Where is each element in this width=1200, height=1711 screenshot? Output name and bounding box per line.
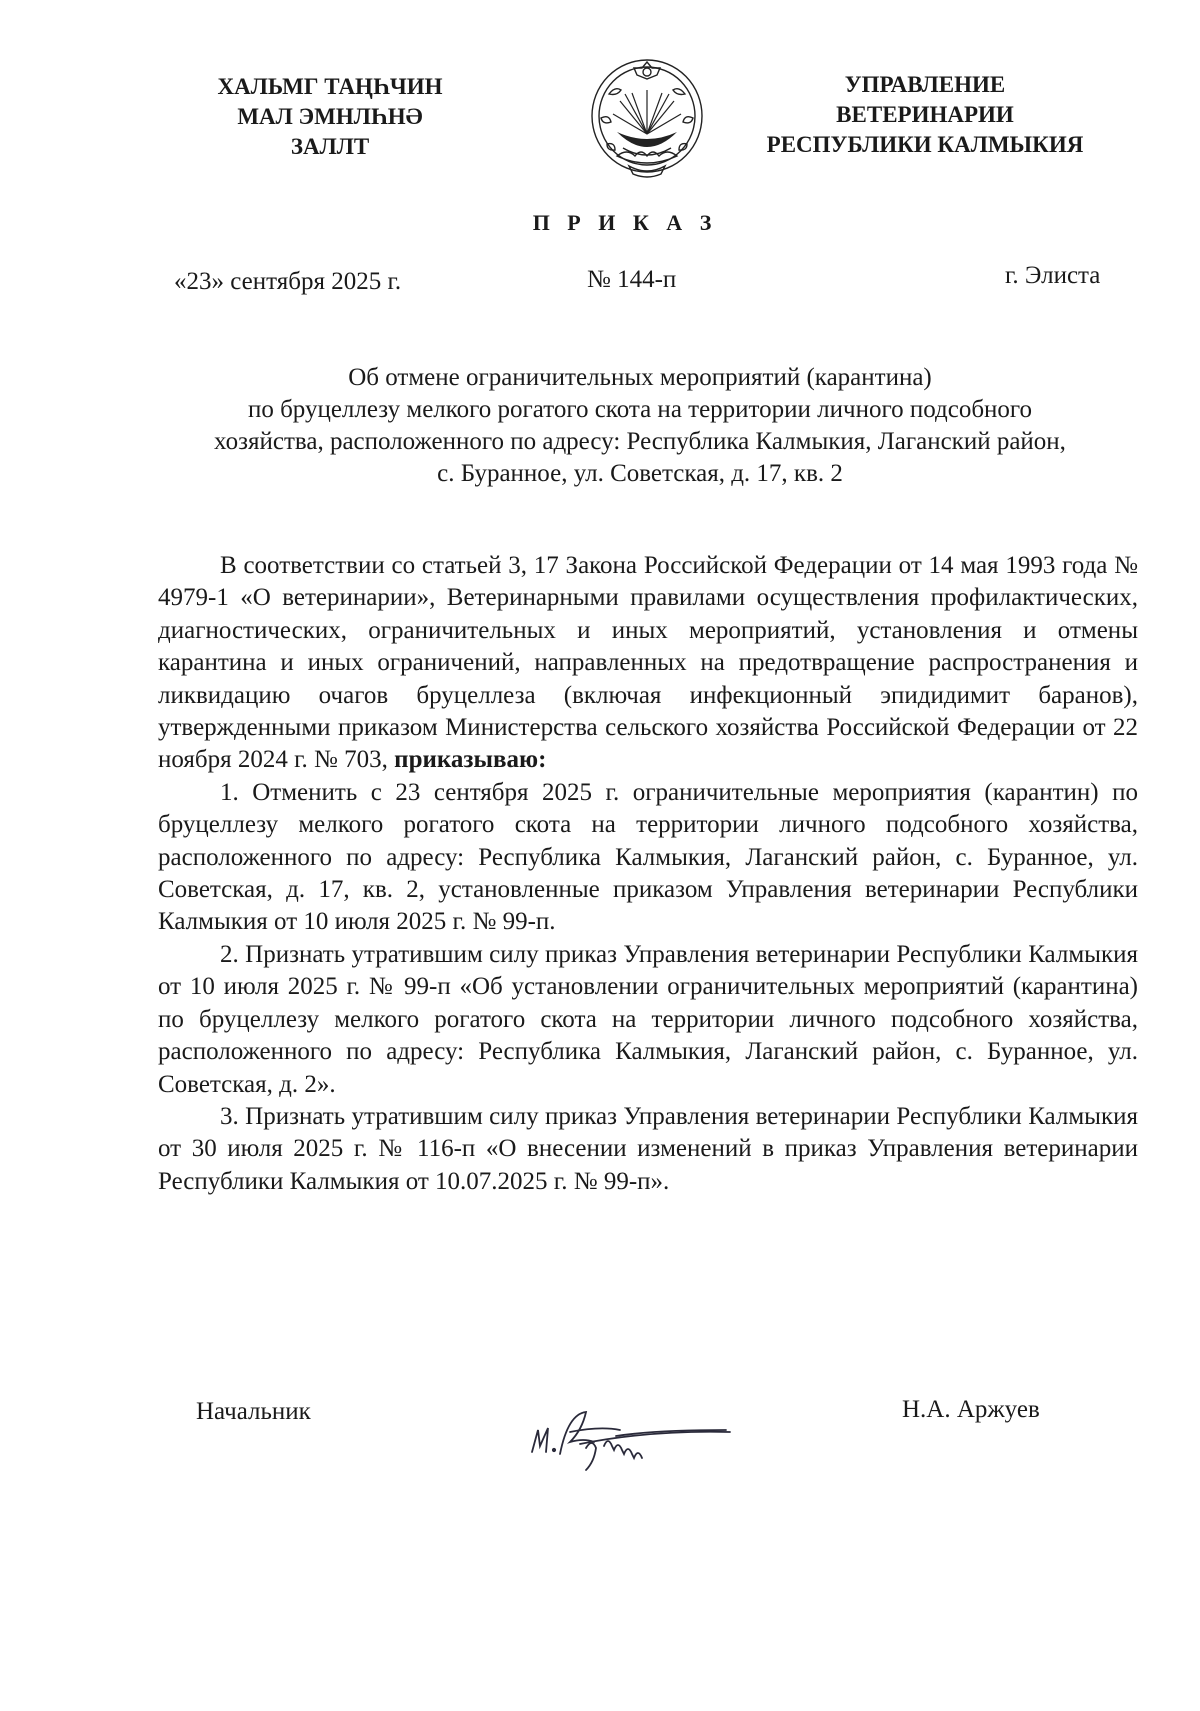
subject-line-1: Об отмене ограничительных мероприятий (карантина)	[348, 364, 932, 391]
header-right-line-2: ВЕТЕРИНАРИИ	[836, 102, 1014, 127]
header-right-russian	[735, 70, 1115, 160]
order-item: 1. Отменить с 23 сентября 2025 г. ограничительные мероприятия (карантин) по бруцеллезу мелкого рогатого скота на территории личного подсобного хозяйства, расположенного по адресу: Республика Калмыкия, Лаганский район, с. Буранное, ул. Советская, д. 17, кв. 2, установленные приказом Управления ветеринарии Республики Калмыкия от 10 июля 2025 г. № 99-п.	[158, 778, 1138, 936]
order-body	[158, 550, 1138, 1198]
handwritten-signature	[520, 1392, 740, 1472]
preamble-paragraph	[158, 550, 1138, 777]
preamble-text: В соответствии со статьей 3, 17 Закона Российской Федерации от 14 мая 1993 года № 4979-1 «О ветеринарии», Ветеринарными правилами осуществления профилактических, диагностических, ограничительных и иных мероприятий, установления и отмены карантина и иных ограничений, направленных на предотвращение распространения и ликвидацию очагов бруцеллеза (включая инфекционный эпидидимит баранов), утвержденными приказом Министерства сельского хозяйства Российской Федерации от 22 ноября 2024 г. № 703,	[158, 552, 1138, 774]
order-title: П Р И К А З	[532, 210, 718, 235]
header-left-kalmyk	[195, 72, 465, 162]
order-city: г. Элиста	[1005, 262, 1101, 289]
subject-line-4: с. Буранное, ул. Советская, д. 17, кв. 2	[437, 460, 843, 487]
order-date: «23» сентября 2025 г.	[174, 268, 402, 295]
header-right-line-3: РЕСПУБЛИКИ КАЛМЫКИЯ	[766, 132, 1084, 157]
order-subject	[145, 362, 1135, 490]
kalmykia-coat-of-arms-icon	[587, 56, 707, 188]
header-left-line-2: МАЛ ЭМНЛҺНӘ	[237, 104, 423, 129]
header-left-line-3: ЗАЛЛТ	[290, 134, 370, 159]
header-left-line-1: ХАЛЬМГ ТАҢҺЧИН	[217, 74, 443, 99]
subject-line-3: хозяйства, расположенного по адресу: Республика Калмыкия, Лаганский район,	[214, 428, 1066, 455]
subject-line-2: по бруцеллезу мелкого рогатого скота на территории личного подсобного	[247, 396, 1033, 423]
directive-word: приказываю:	[394, 746, 547, 774]
order-item: 2. Признать утратившим силу приказ Управления ветеринарии Республики Калмыкия от 10 июля 2025 г. № 99-п «Об установлении ограничительных мероприятий (карантина) по бруцеллезу мелкого рогатого скота на территории личного подсобного хозяйства, расположенного по адресу: Республика Калмыкия, Лаганский район, с. Буранное, ул. Советская, д. 2».	[158, 940, 1138, 1098]
signatory-position: Начальник	[196, 1398, 311, 1425]
order-number: № 144-п	[587, 266, 677, 293]
order-item: 3. Признать утратившим силу приказ Управления ветеринарии Республики Калмыкия от 30 июля 2025 г. № 116-п «О внесении изменений в приказ Управления ветеринарии Республики Калмыкия от 10.07.2025 г. № 99-п».	[158, 1102, 1138, 1195]
signatory-name: Н.А. Аржуев	[902, 1396, 1040, 1423]
header-right-line-1: УПРАВЛЕНИЕ	[844, 72, 1006, 97]
